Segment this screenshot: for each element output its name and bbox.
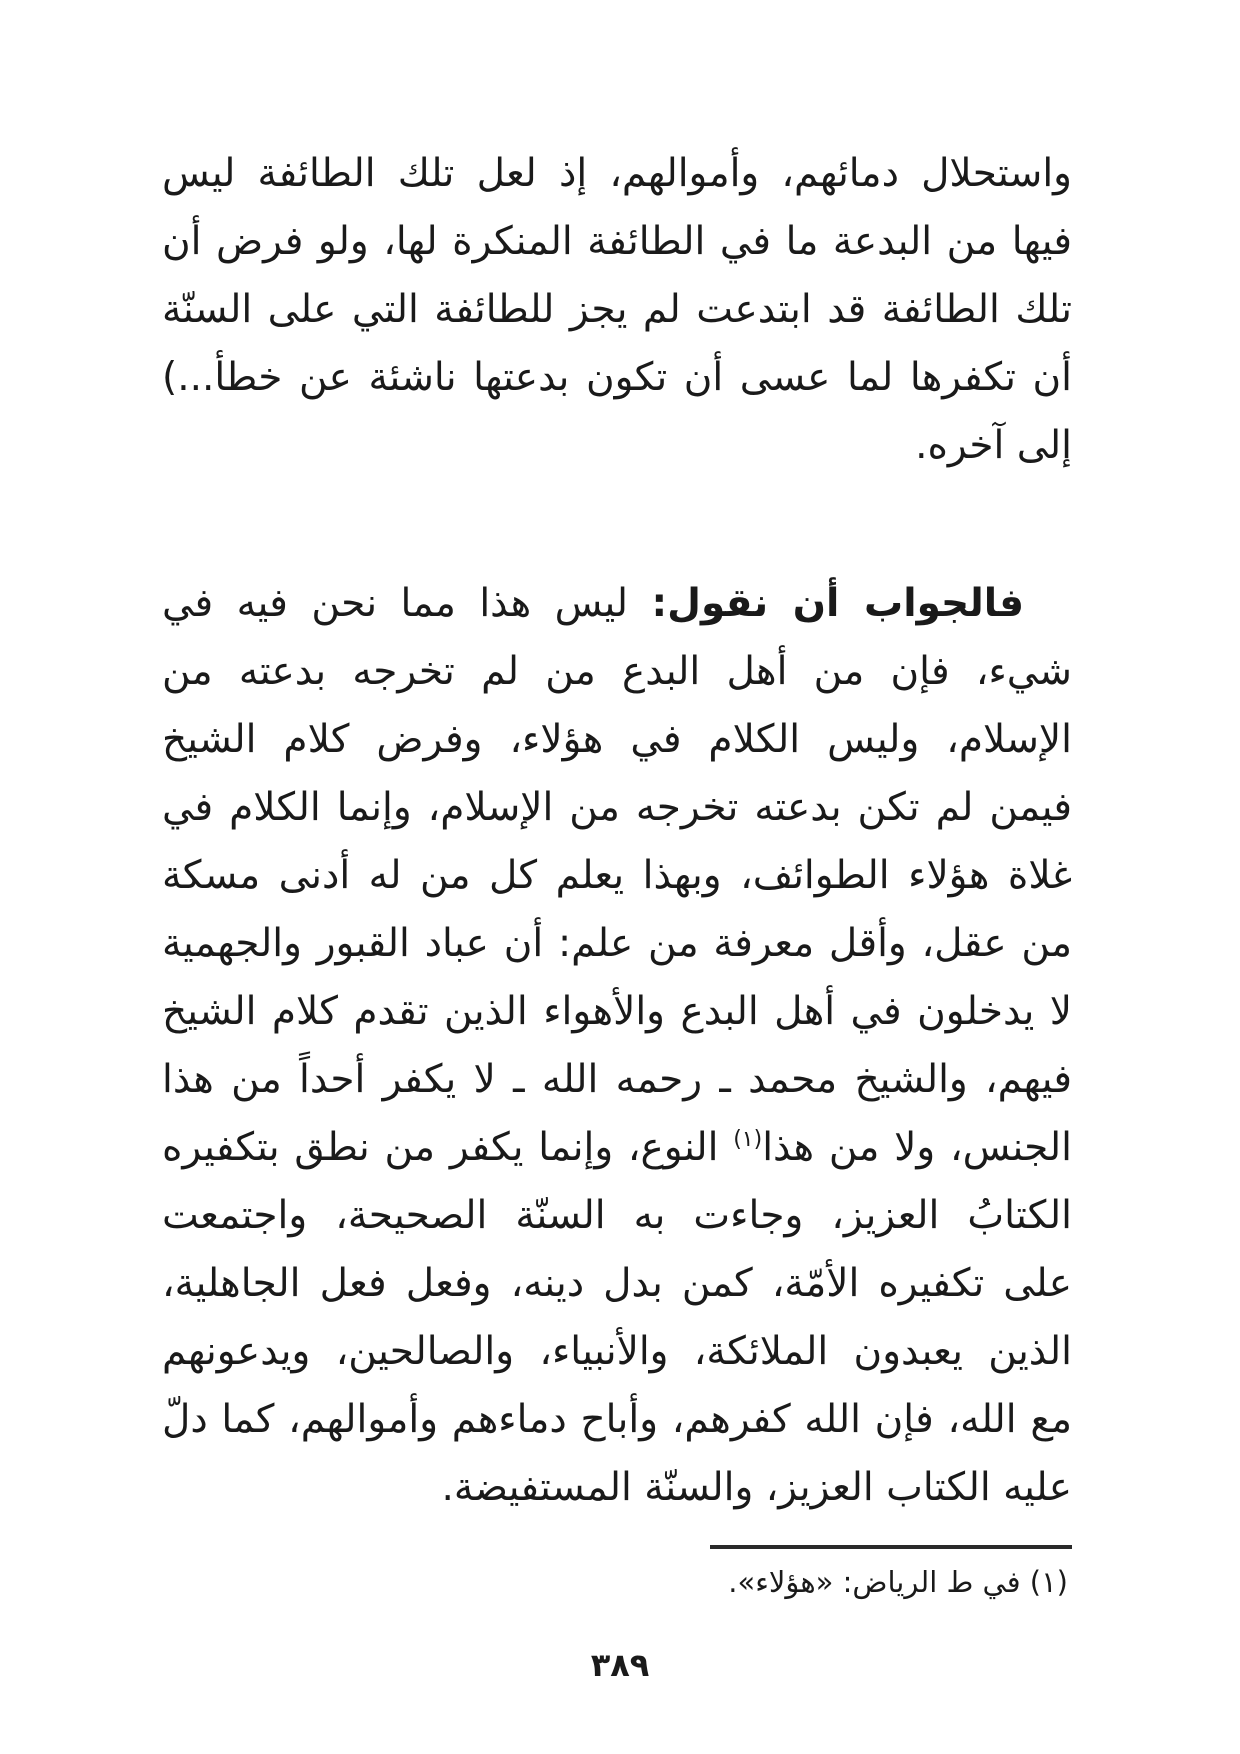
page-number: ٣٨٩ — [590, 1646, 650, 1684]
paragraph-quote-end — [162, 140, 1072, 480]
text-line: عليه الكتاب العزيز، والسنّة المستفيضة. — [441, 1465, 1072, 1510]
text-fragment: الجنس، ولا من هذا — [762, 1125, 1072, 1170]
text-line: مع الله، فإن الله كفرهم، وأباح دماءهم وأموالهم، كما دلّ — [162, 1397, 1072, 1442]
text-line: على تكفيره الأمّة، كمن بدل دينه، وفعل فعل الجاهلية، — [162, 1261, 1072, 1306]
text-fragment: ليس هذا مما نحن فيه في — [162, 581, 629, 626]
footnote-separator — [710, 1545, 1072, 1549]
text-line: غلاة هؤلاء الطوائف، وبهذا يعلم كل من له أدنى مسكة — [162, 853, 1072, 898]
text-line: الإسلام، وليس الكلام في هؤلاء، وفرض كلام الشيخ — [162, 717, 1072, 762]
text-line: من عقل، وأقل معرفة من علم: أن عباد القبور والجهمية — [162, 921, 1072, 966]
text-line: الكتابُ العزيز، وجاءت به السنّة الصحيحة، واجتمعت — [162, 1193, 1072, 1238]
text-line: إلى آخره. — [915, 423, 1072, 468]
text-line-first — [162, 570, 1072, 638]
text-line: شيء، فإن من أهل البدع من لم تخرجه بدعته من — [162, 649, 1072, 694]
text-line: فيهم، والشيخ محمد ـ رحمه الله ـ لا يكفر أحداً من هذا — [162, 1057, 1072, 1102]
text-line: واستحلال دمائهم، وأموالهم، إذ لعل تلك الطائفة ليس — [162, 151, 1072, 196]
text-line: لا يدخلون في أهل البدع والأهواء الذين تقدم كلام الشيخ — [162, 989, 1072, 1034]
text-line: أن تكفرها لما عسى أن تكون بدعتها ناشئة عن خطأ...) — [162, 355, 1072, 400]
paragraph-answer — [162, 570, 1072, 1522]
text-line: تلك الطائفة قد ابتدعت لم يجز للطائفة التي على السنّة — [162, 287, 1072, 332]
answer-lead-phrase: فالجواب أن نقول: — [651, 581, 1024, 626]
footnote-reference[interactable]: (١) — [733, 1127, 763, 1152]
text-line: فيمن لم تكن بدعته تخرجه من الإسلام، وإنما الكلام في — [162, 785, 1072, 830]
text-line: فيها من البدعة ما في الطائفة المنكرة لها، ولو فرض أن — [162, 219, 1072, 264]
text-line: الذين يعبدون الملائكة، والأنبياء، والصالحين، ويدعونهم — [162, 1329, 1072, 1374]
text-line-with-footnote-ref — [162, 1114, 1072, 1182]
text-fragment: النوع، وإنما يكفر من نطق بتكفيره — [162, 1125, 719, 1170]
footnote: (١) في ط الرياض: «هؤلاء». — [728, 1565, 1068, 1599]
